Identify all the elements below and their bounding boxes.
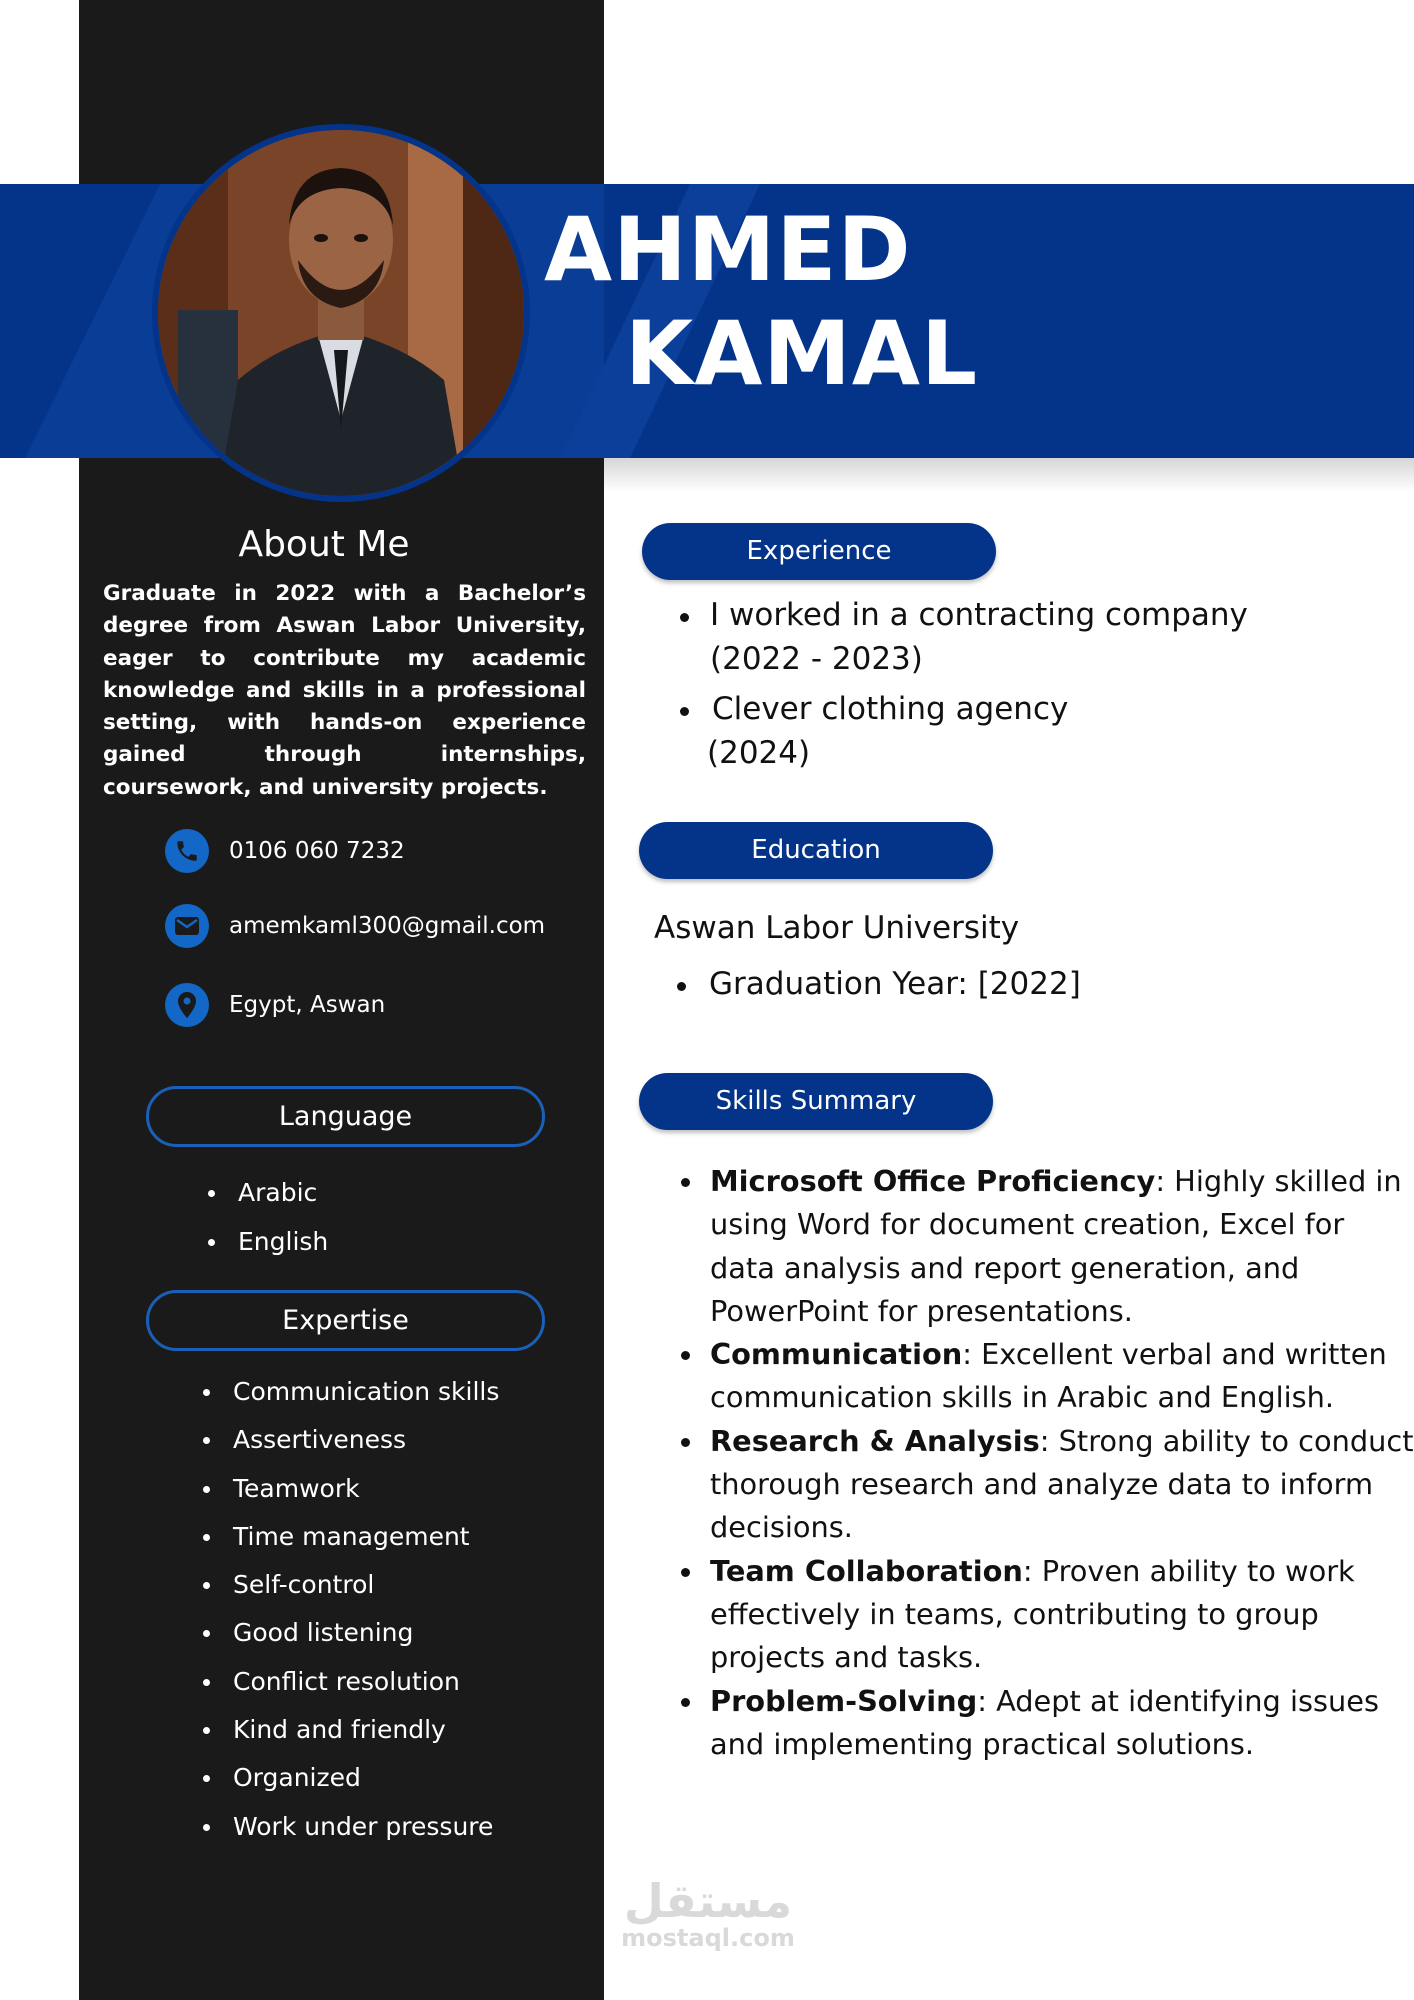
skill-description: : Proven ability to work effectively in teams, contributing to group projects and tasks. [710, 1553, 1355, 1675]
skill-item [710, 1333, 1414, 1420]
expertise-item: Teamwork [203, 1472, 499, 1520]
skill-item [710, 1160, 1414, 1333]
expertise-item: Assertiveness [203, 1423, 499, 1471]
watermark [618, 1874, 798, 1952]
experience-item-1-dates: (2022 - 2023) [710, 641, 923, 677]
skill-description: : Strong ability to conduct thorough research and analyze data to inform decisions. [710, 1423, 1414, 1545]
education-school: Aswan Labor University [654, 910, 1020, 946]
language-item: Arabic [208, 1176, 328, 1225]
banner-shadow [604, 458, 1414, 492]
skill-name: Microsoft Office Proficiency [710, 1164, 1156, 1198]
phone-number[interactable]: 0106 060 7232 [229, 838, 405, 864]
skill-name: Problem-Solving [710, 1683, 978, 1718]
skill-description: : Adept at identifying issues and implementing practical solutions. [710, 1683, 1379, 1761]
phone-icon [165, 829, 209, 873]
location-text: Egypt, Aswan [229, 992, 386, 1018]
about-text: Graduate in 2022 with a Bachelor’s degree from Aswan Labor University, eager to contribute my academic knowledge and skills in a professional setting, with hands-on experience gained through internships, coursework, and university projects. [103, 581, 586, 800]
skill-name: Communication [710, 1337, 963, 1372]
skill-item [710, 1550, 1414, 1680]
expertise-item: Kind and friendly [203, 1713, 499, 1761]
email-address[interactable]: amemkaml300@gmail.com [229, 913, 546, 939]
expertise-item: Work under pressure [203, 1810, 499, 1858]
expertise-item: Good listening [203, 1616, 499, 1664]
contact-location [165, 983, 385, 1027]
contact-email [165, 904, 545, 948]
watermark-latin: mostaql.com [621, 1924, 795, 1952]
expertise-list [203, 1375, 499, 1858]
skills-list [710, 1160, 1414, 1766]
bullet [680, 613, 689, 622]
last-name: KAMAL [625, 302, 979, 405]
portrait-illustration [158, 130, 524, 496]
skill-name: Research & Analysis [710, 1423, 1040, 1458]
education-heading: Education [639, 822, 993, 879]
skill-description: : Highly skilled in using Word for document creation, Excel for data analysis and report generation, and PowerPoint for presentations. [710, 1164, 1402, 1328]
expertise-item: Time management [203, 1520, 499, 1568]
expertise-heading: Expertise [146, 1290, 545, 1351]
expertise-item: Communication skills [203, 1375, 499, 1423]
experience-item-1: I worked in a contracting company [710, 597, 1248, 633]
about-title: About Me [238, 524, 410, 565]
experience-item-2-dates: (2024) [707, 735, 811, 771]
skill-item [710, 1420, 1414, 1550]
bullet [677, 982, 686, 991]
watermark-arabic: مستقل [623, 1874, 793, 1928]
expertise-item: Conflict resolution [203, 1665, 499, 1713]
skill-item [710, 1680, 1414, 1767]
experience-heading: Experience [642, 523, 996, 580]
first-name: AHMED [544, 198, 912, 301]
language-list [208, 1176, 328, 1274]
skills-heading: Skills Summary [639, 1073, 993, 1130]
envelope-icon [165, 904, 209, 948]
language-item: English [208, 1225, 328, 1274]
skill-description: : Excellent verbal and written communication skills in Arabic and English. [710, 1337, 1387, 1415]
expertise-item: Organized [203, 1761, 499, 1809]
experience-item-2: Clever clothing agency [712, 691, 1069, 727]
education-graduation: Graduation Year: [2022] [709, 966, 1081, 1002]
skill-name: Team Collaboration [710, 1553, 1023, 1588]
map-pin-icon [165, 983, 209, 1027]
bullet [680, 707, 689, 716]
language-heading: Language [146, 1086, 545, 1147]
contact-phone [165, 829, 405, 873]
expertise-item: Self-control [203, 1568, 499, 1616]
profile-photo [152, 124, 530, 502]
